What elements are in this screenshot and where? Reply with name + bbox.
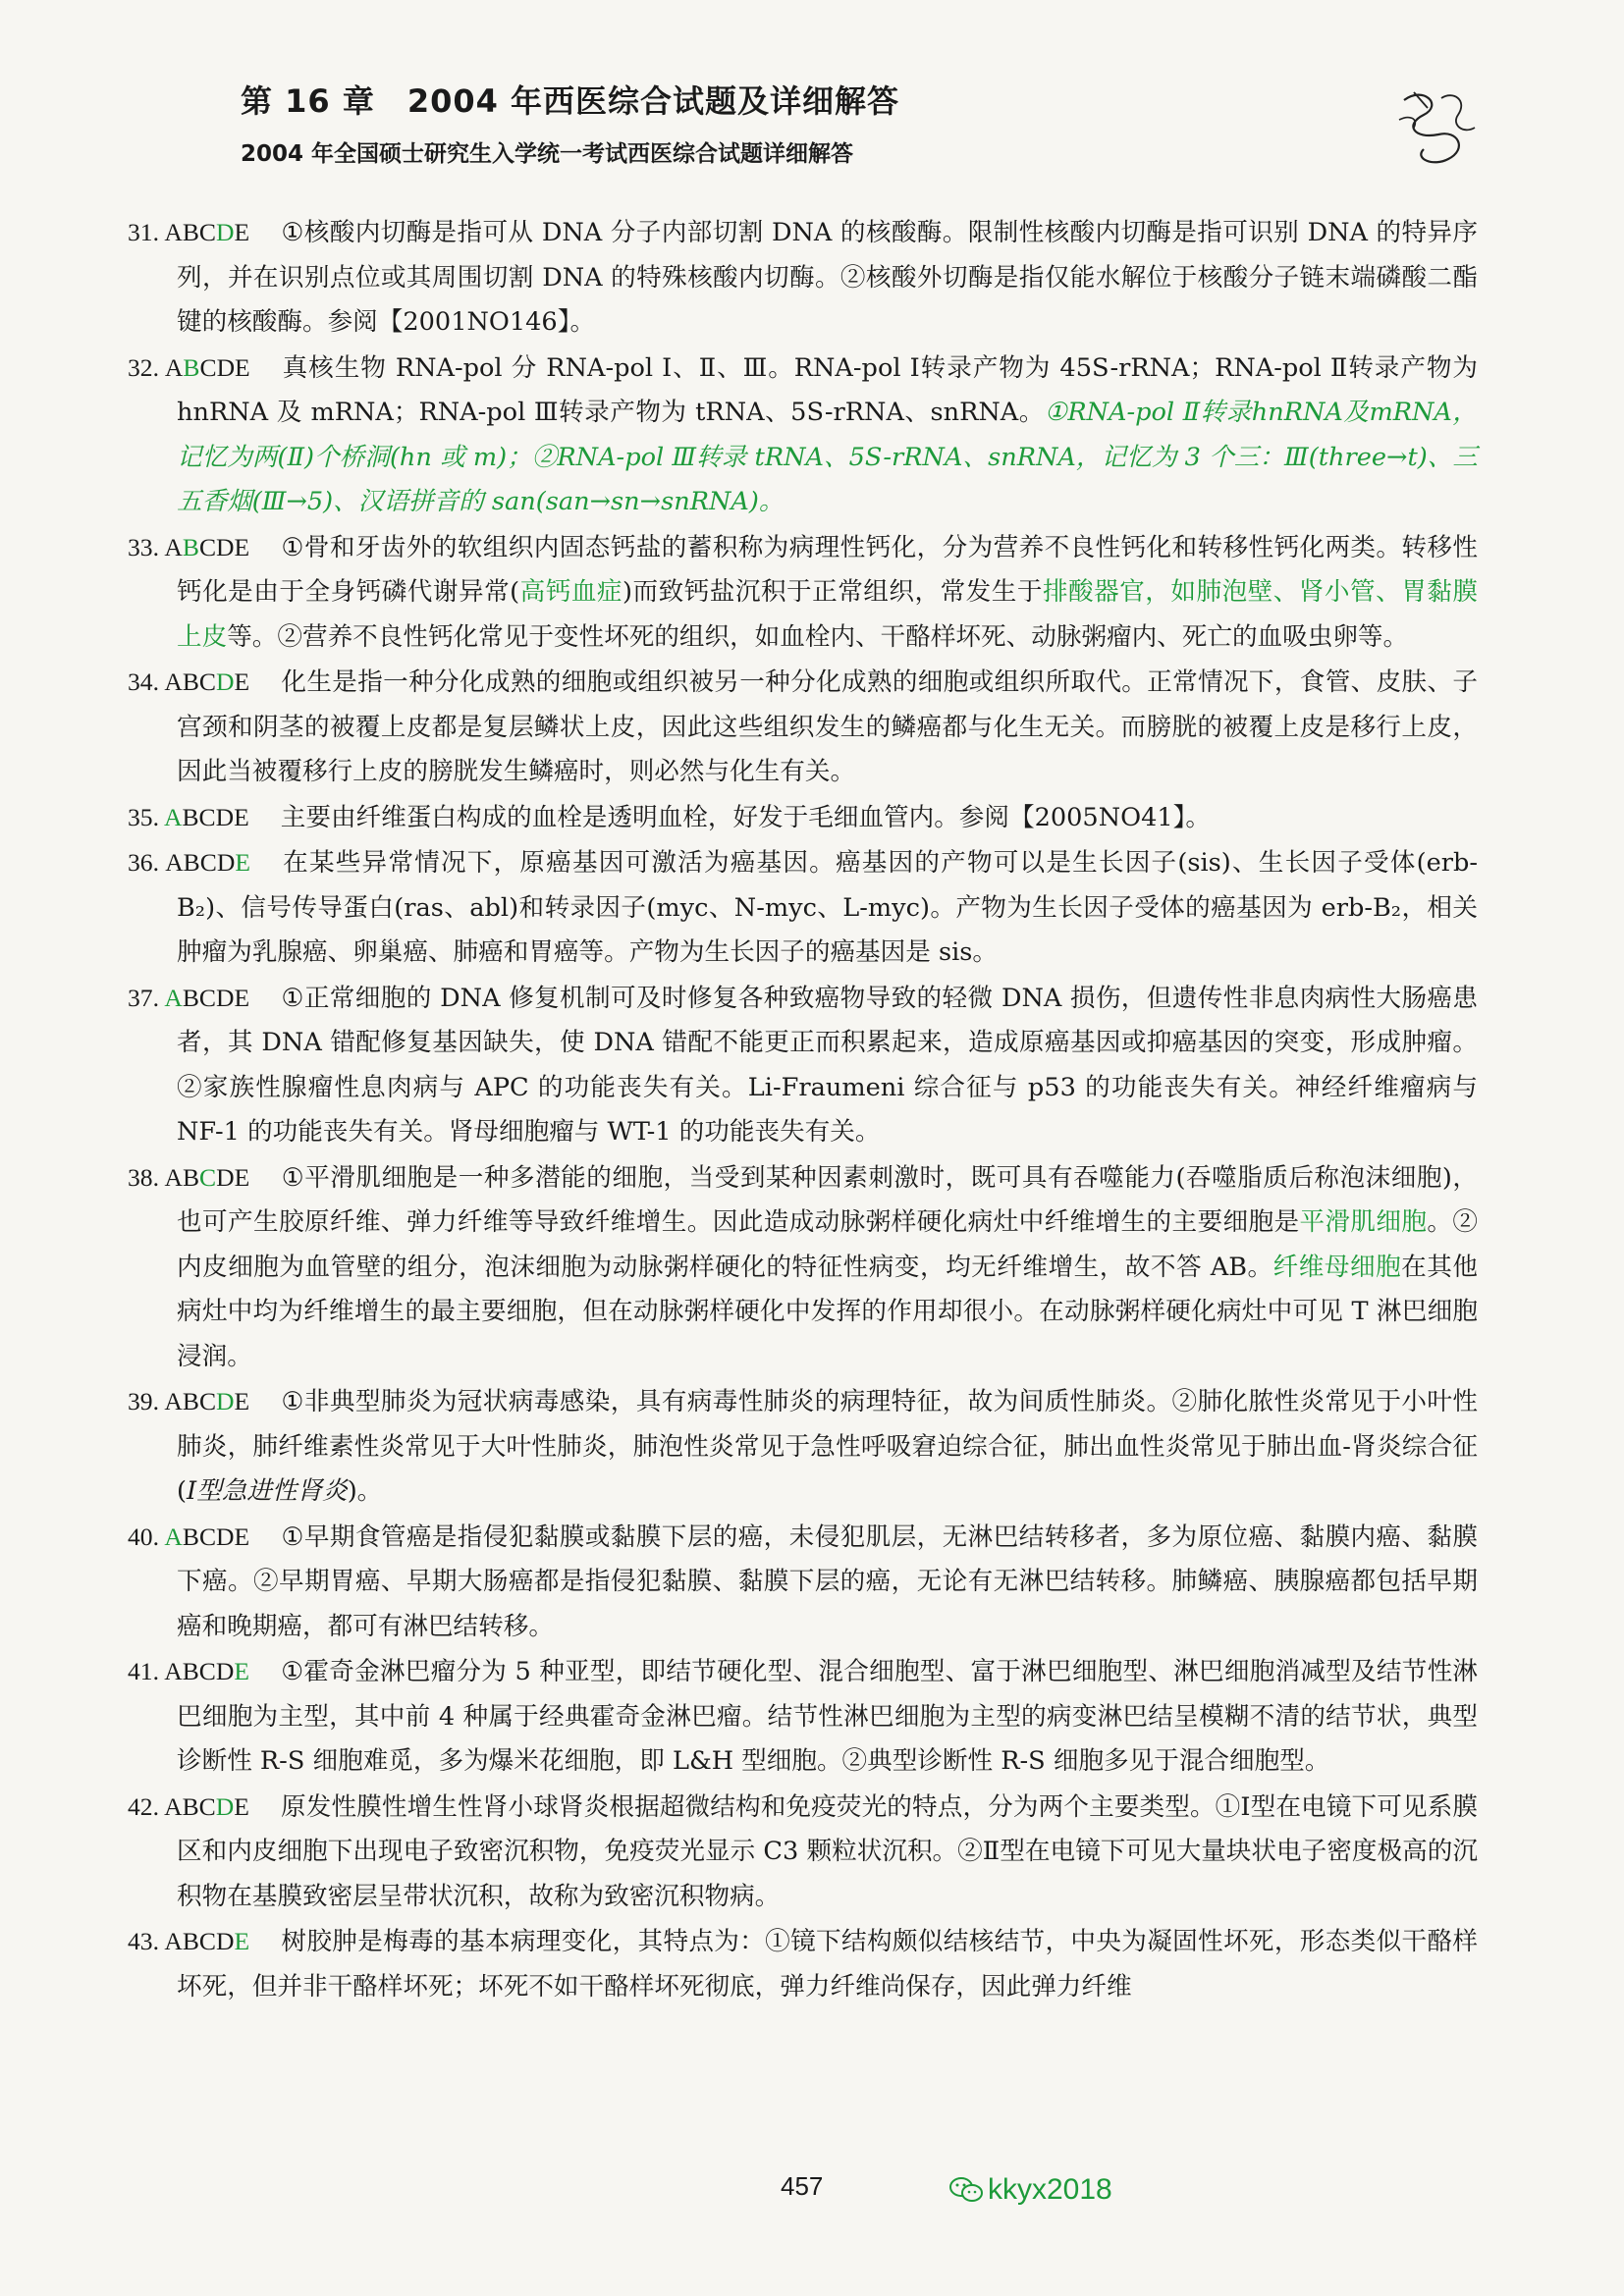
option-letter: E	[234, 1162, 250, 1192]
answer-entry	[128, 795, 1478, 841]
correct-option: D	[215, 1791, 235, 1821]
explanation-text: 在某些异常情况下，原癌基因可激活为癌基因。癌基因的产物可以是生长因子(sis)、生长因子受体(erb-B₂)、信号传导蛋白(ras、abl)和转录因子(myc、N-myc、L-myc)。产物为生长因子受体的癌基因为 erb-B₂，相关肿瘤为乳腺癌、卵巢癌、肺癌和胃癌等。产物为生长因子的癌基因是 sis。	[177, 848, 1478, 967]
correct-option: D	[215, 667, 235, 696]
explanation-text: )。	[347, 1476, 383, 1506]
watermark	[948, 2173, 1112, 2207]
highlight-text: 平滑肌细胞	[1299, 1207, 1428, 1237]
question-number: 43.	[128, 1927, 165, 1955]
question-number: 40.	[128, 1522, 165, 1551]
question-number: 34.	[128, 667, 165, 696]
explanation-text: ①正常细胞的 DNA 修复机制可及时修复各种致癌物导致的轻微 DNA 损伤，但遗传性非息肉病性大肠癌患者，其 DNA 错配修复基因缺失，使 DNA 错配不能更正而积累起来，造成原癌基因或抑癌基因的突变，形成肿瘤。②家族性腺瘤性息肉病与 APC 的功能丧失有关。Li-Fraumeni 综合征与 p53 的功能丧失有关。神经纤维瘤病与 NF-1 的功能丧失有关。肾母细胞瘤与 WT-1 的功能丧失有关。	[177, 983, 1478, 1147]
option-letter: C	[198, 1927, 216, 1955]
option-letter: C	[198, 667, 216, 696]
chapter-title: 第 16 章 2004 年西医综合试题及详细解答	[241, 82, 900, 120]
question-number: 42.	[128, 1791, 165, 1821]
correct-option: E	[235, 848, 250, 877]
answer-options	[164, 667, 249, 696]
question-number: 32.	[128, 352, 165, 382]
correct-option: E	[234, 1927, 250, 1955]
answer-entry	[128, 210, 1478, 346]
option-letter: E	[234, 802, 249, 831]
option-letter: B	[182, 1387, 199, 1415]
correct-option: A	[163, 802, 183, 831]
explanation-text: 真核生物 RNA-pol 分 RNA-pol Ⅰ、Ⅱ、Ⅲ。RNA-pol Ⅰ转录产物为 45S-rRNA；RNA-pol Ⅱ转录产物为 hnRNA 及 mRNA；RNA-pol Ⅲ转录产物为 tRNA、5S-rRNA、snRNA。	[177, 352, 1478, 427]
option-letter: B	[182, 218, 199, 246]
answer-options	[164, 1387, 249, 1415]
explanation-text: 在其他病灶中均为纤维增生的最主要细胞，但在动脉粥样硬化中发挥的作用却很小。在动脉粥样硬化病灶中可见 T 淋巴细胞浸润。	[177, 1252, 1478, 1371]
answer-entry	[128, 976, 1478, 1155]
answer-options	[164, 1163, 249, 1192]
page-number: 457	[781, 2171, 824, 2201]
mnemonic-note: ①RNA-pol Ⅱ转录hnRNA及mRNA，记忆为两(Ⅱ)个桥洞(hn 或 m)；②RNA-pol Ⅲ转录 tRNA、5S-rRNA、snRNA，记忆为 3 个三：Ⅲ(three→t)、三五香烟(Ⅲ→5)、汉语拼音的 san(san→sn→snRNA)。	[177, 398, 1478, 516]
option-letter: D	[215, 802, 235, 831]
option-letter: B	[182, 1657, 199, 1685]
question-number: 33.	[128, 532, 165, 561]
option-letter: A	[164, 218, 183, 246]
answer-options	[164, 533, 249, 561]
question-number: 35.	[128, 802, 164, 831]
option-letter: B	[182, 983, 199, 1012]
watermark-text: kkyx2018	[988, 2173, 1112, 2206]
question-number: 39.	[128, 1387, 165, 1415]
option-letter: C	[198, 983, 216, 1012]
option-letter: B	[182, 667, 199, 696]
highlight-text: 高钙血症	[519, 577, 623, 607]
explanation-text: ①早期食管癌是指侵犯黏膜或黏膜下层的癌，未侵犯肌层，无淋巴结转移者，多为原位癌、黏膜内癌、黏膜下癌。②早期胃癌、早期大肠癌都是指侵犯黏膜、黏膜下层的癌，无论有无淋巴结转移。肺鳞癌、胰腺癌都包括早期癌和晚期癌，都可有淋巴结转移。	[177, 1522, 1478, 1641]
option-letter: E	[234, 218, 250, 246]
option-letter: A	[164, 1162, 183, 1192]
answer-entry	[128, 1919, 1478, 2009]
option-letter: C	[198, 532, 217, 561]
correct-option: C	[199, 1162, 217, 1192]
answer-options	[164, 1792, 249, 1821]
option-letter: D	[216, 532, 235, 561]
answer-entry	[128, 1155, 1478, 1380]
answer-options	[164, 1927, 249, 1955]
option-letter: B	[182, 1927, 199, 1955]
option-letter: E	[234, 983, 250, 1012]
option-letter: C	[198, 1657, 216, 1685]
option-letter: C	[199, 848, 217, 877]
answer-entry	[128, 1515, 1478, 1650]
correct-option: B	[183, 352, 200, 382]
answer-options	[165, 353, 250, 382]
answer-options	[164, 1657, 249, 1685]
option-letter: B	[183, 848, 200, 877]
answer-options	[164, 218, 249, 246]
answer-entry	[128, 660, 1478, 795]
chapter-subtitle: 2004 年全国硕士研究生入学统一考试西医综合试题详细解答	[241, 141, 854, 167]
explanation-text: 化生是指一种分化成熟的细胞或组织被另一种分化成熟的细胞或组织所取代。正常情况下，食管、皮肤、子宫颈和阴茎的被覆上皮都是复层鳞状上皮，因此这些组织发生的鳞癌都与化生无关。而膀胱的被覆上皮是移行上皮，因此当被覆移行上皮的膀胱发生鳞癌时，则必然与化生有关。	[177, 667, 1478, 786]
option-letter: C	[198, 218, 216, 246]
answer-list	[128, 210, 1478, 2009]
answer-entry	[128, 525, 1478, 661]
answer-options	[165, 848, 250, 877]
correct-option: E	[234, 1657, 249, 1685]
explanation-text: ①平滑肌细胞是一种多潜能的细胞，当受到某种因素刺激时，既可具有吞噬能力(吞噬脂质后称泡沫细胞)，也可产生胶原纤维、弹力纤维等导致纤维增生。因此造成动脉粥样硬化病灶中纤维增生的主要细胞是	[177, 1162, 1478, 1237]
explanation-text: ①非典型肺炎为冠状病毒感染，具有病毒性肺炎的病理特征，故为间质性肺炎。②肺化脓性炎常见于小叶性肺炎，肺纤维素性炎常见于大叶性肺炎，肺泡性炎常见于急性呼吸窘迫综合征，肺出血性炎常见于肺出血-肾炎综合征(	[177, 1387, 1478, 1506]
highlight-text: 排酸器官，如肺泡壁、肾小管、胃黏膜上皮	[177, 577, 1478, 652]
option-letter: E	[234, 1387, 250, 1415]
answer-options	[164, 803, 249, 831]
option-letter: B	[182, 1162, 200, 1192]
explanation-text: ①核酸内切酶是指可从 DNA 分子内部切割 DNA 的核酸酶。限制性核酸内切酶是指可识别 DNA 的特异序列，并在识别点位或其周围切割 DNA 的特殊核酸内切酶。②核酸外切酶是指仅能水解位于核酸分子链末端磷酸二酯键的核酸酶。参阅【2001NO146】。	[177, 218, 1478, 337]
option-letter: A	[164, 352, 184, 382]
option-letter: A	[164, 1927, 183, 1955]
option-letter: E	[235, 352, 250, 382]
option-letter: E	[234, 532, 250, 561]
option-letter: B	[182, 802, 199, 831]
explanation-text: 等。②营养不良性钙化常见于变性坏死的组织，如血栓内、干酪样坏死、动脉粥瘤内、死亡的血吸虫卵等。	[227, 621, 1409, 652]
italic-text: Ⅰ型急进性肾炎	[187, 1476, 348, 1506]
answer-entry	[128, 1649, 1478, 1785]
option-letter: A	[164, 1791, 183, 1821]
answer-options	[164, 984, 249, 1012]
ornament-icon	[1384, 80, 1492, 169]
option-letter: E	[234, 1522, 250, 1551]
option-letter: D	[215, 1657, 235, 1685]
option-letter: D	[215, 1927, 235, 1955]
explanation-text: 原发性膜性增生性肾小球肾炎根据超微结构和免疫荧光的特点，分为两个主要类型。①Ⅰ型在电镜下可见系膜区和内皮细胞下出现电子致密沉积物，免疫荧光显示 C3 颗粒状沉积。②Ⅱ型在电镜下可见大量块状电子密度极高的沉积物在基膜致密层呈带状沉积，故称为致密沉积物病。	[177, 1791, 1478, 1911]
question-number: 38.	[128, 1162, 165, 1192]
explanation-text: )而致钙盐沉积于正常组织，常发生于	[623, 577, 1043, 607]
explanation-text: ①霍奇金淋巴瘤分为 5 种亚型，即结节硬化型、混合细胞型、富于淋巴细胞型、淋巴细胞消减型及结节性淋巴细胞为主型，其中前 4 种属于经典霍奇金淋巴瘤。结节性淋巴细胞为主型的病变淋巴结呈模糊不清的结节状，典型诊断性 R-S 细胞难觅，多为爆米花细胞，即 L&H 型细胞。②典型诊断性 R-S 细胞多见于混合细胞型。	[177, 1657, 1479, 1776]
wechat-icon	[948, 2175, 984, 2205]
option-letter: C	[198, 1387, 217, 1415]
answer-options	[164, 1522, 249, 1551]
answer-entry	[128, 840, 1478, 976]
explanation-text: 主要由纤维蛋白构成的血栓是透明血栓，好发于毛细血管内。参阅【2005NO41】。	[280, 802, 1212, 832]
option-letter: E	[234, 1791, 249, 1821]
answer-entry	[128, 1379, 1478, 1515]
option-letter: A	[165, 848, 184, 877]
option-letter: A	[164, 1657, 183, 1685]
option-letter: C	[199, 352, 217, 382]
correct-option: D	[216, 1387, 235, 1415]
question-number: 41.	[128, 1657, 165, 1685]
option-letter: C	[198, 802, 216, 831]
option-letter: D	[216, 1162, 235, 1192]
correct-option: A	[164, 983, 183, 1012]
option-letter: D	[216, 983, 235, 1012]
option-letter: C	[198, 1791, 216, 1821]
option-letter: A	[164, 667, 183, 696]
option-letter: B	[182, 1522, 199, 1551]
question-number: 36.	[128, 848, 166, 877]
page-header	[241, 77, 1419, 168]
option-letter: D	[216, 848, 236, 877]
option-letter: A	[164, 532, 183, 561]
correct-option: A	[164, 1522, 183, 1551]
highlight-text: 纤维母细胞	[1272, 1252, 1402, 1282]
question-number: 31.	[128, 218, 165, 246]
option-letter: C	[198, 1522, 217, 1551]
option-letter: B	[182, 1791, 199, 1821]
correct-option: D	[215, 218, 235, 246]
question-number: 37.	[128, 983, 165, 1012]
correct-option: B	[182, 532, 199, 561]
option-letter: E	[234, 667, 250, 696]
answer-entry	[128, 346, 1478, 525]
option-letter: D	[216, 352, 236, 382]
answer-entry	[128, 1785, 1478, 1920]
explanation-text: ①骨和牙齿外的软组织内固态钙盐的蓄积称为病理性钙化，分为营养不良性钙化和转移性钙化两类。转移性钙化是由于全身钙磷代谢异常(	[177, 532, 1478, 607]
explanation-text: 。②内皮细胞为血管壁的组分，泡沫细胞为动脉粥样硬化的特征性病变，均无纤维增生，故不答 AB。	[177, 1207, 1478, 1282]
explanation-text: 树胶肿是梅毒的基本病理变化，其特点为：①镜下结构颇似结核结节，中央为凝固性坏死，形态类似干酪样坏死，但并非干酪样坏死；坏死不如干酪样坏死彻底，弹力纤维尚保存，因此弹力纤维	[177, 1927, 1478, 2002]
option-letter: A	[164, 1387, 183, 1415]
option-letter: D	[216, 1522, 235, 1551]
